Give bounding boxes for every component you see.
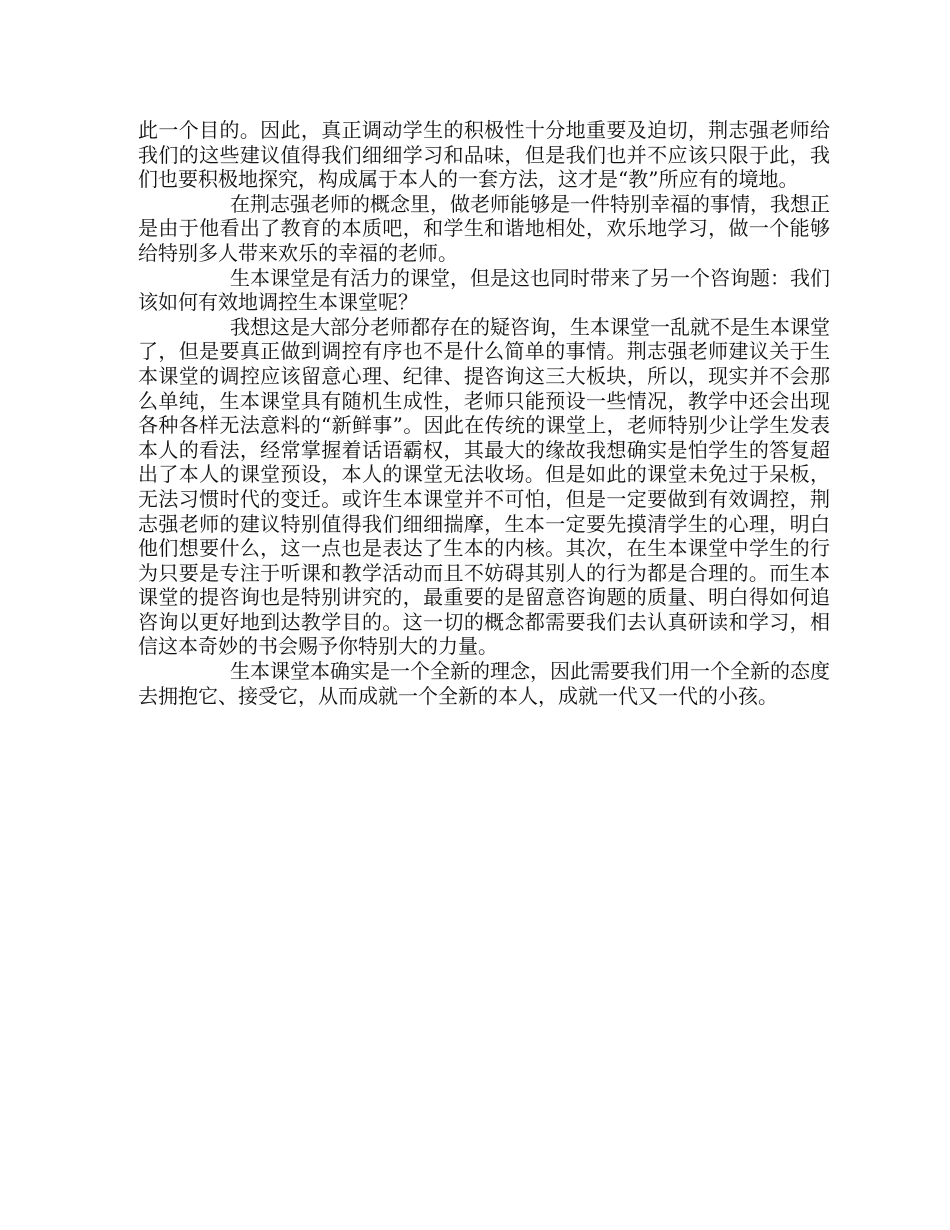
paragraph-teacher-concept: 在荆志强老师的概念里，做老师能够是一件特别幸福的事情，我想正是由于他看出了教育的本质吧，和学生和谐地相处，欢乐地学习，做一个能够给特别多人带来欢乐的幸福的老师。 xyxy=(138,191,830,265)
paragraph-question: 生本课堂是有活力的课堂，但是这也同时带来了另一个咨询题：我们该如何有效地调控生本课堂呢？ xyxy=(138,265,830,315)
document-page xyxy=(138,118,830,708)
paragraph-conclusion: 生本课堂本确实是一个全新的理念，因此需要我们用一个全新的态度去拥抱它、接受它，从而成就一个全新的本人，成就一代又一代的小孩。 xyxy=(138,659,830,708)
paragraph-classroom-control: 我想这是大部分老师都存在的疑咨询，生本课堂一乱就不是生本课堂了，但是要真正做到调控有序也不是什么简单的事情。荆志强老师建议关于生本课堂的调控应该留意心理、纪律、提咨询这三大板块，所以，现实并不会那么单纯，生本课堂具有随机生成性，老师只能预设一些情况，教学中还会出现各种各样无法意料的“新鲜事”。因此在传统的课堂上，老师特别少让学生发表本人的看法，经常掌握着话语霸权，其最大的缘故我想确实是怕学生的答复超出了本人的课堂预设，本人的课堂无法收场。但是如此的课堂未免过于呆板，无法习惯时代的变迁。或许生本课堂并不可怕，但是一定要做到有效调控，荆志强老师的建议特别值得我们细细揣摩，生本一定要先摸清学生的心理，明白他们想要什么，这一点也是表达了生本的内核。其次，在生本课堂中学生的行为只要是专注于听课和教学活动而且不妨碍其别人的行为都是合理的。而生本课堂的提咨询也是特别讲究的，最重要的是留意咨询题的质量、明白得如何追咨询以更好地到达教学目的。这一切的概念都需要我们去认真研读和学习，相信这本奇妙的书会赐予你特别大的力量。 xyxy=(138,314,830,659)
paragraph-continuation: 此一个目的。因此，真正调动学生的积极性十分地重要及迫切，荆志强老师给我们的这些建议值得我们细细学习和品味，但是我们也并不应该只限于此，我们也要积极地探究，构成属于本人的一套方法，这才是“教”所应有的境地。 xyxy=(138,118,830,192)
